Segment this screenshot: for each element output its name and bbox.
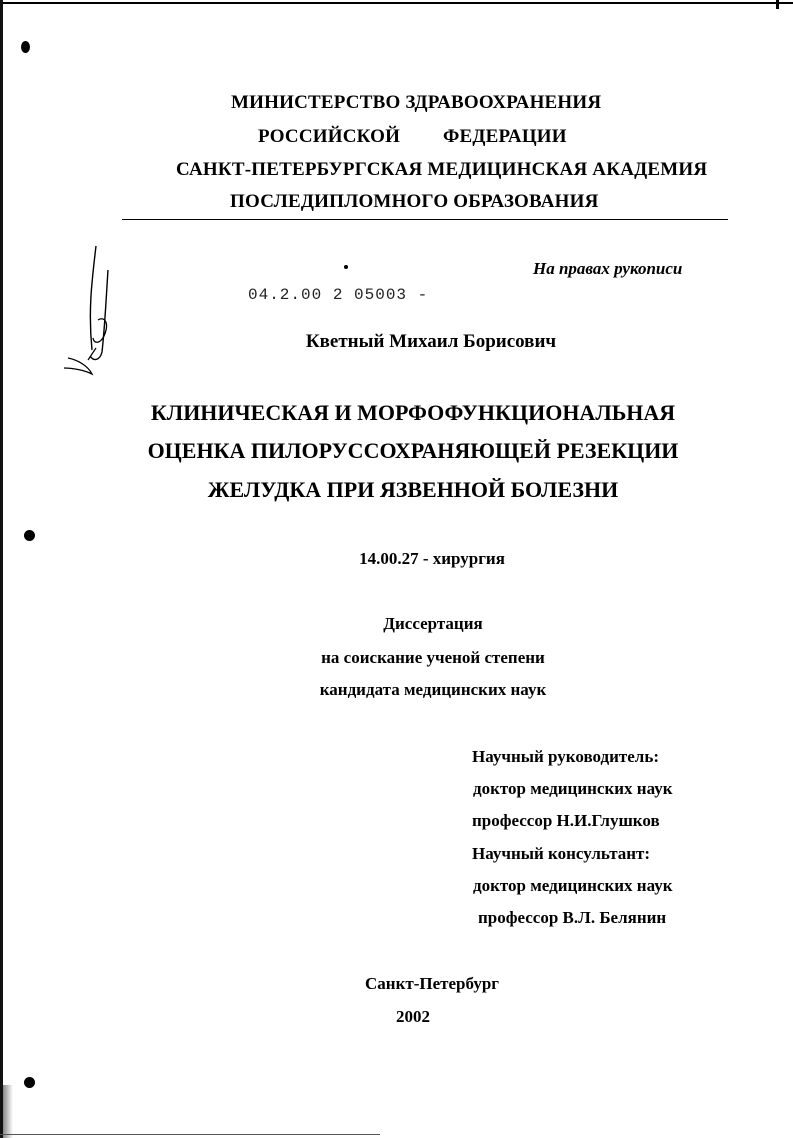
- scan-shadow: [3, 1085, 13, 1138]
- supervisor-line: доктор медицинских наук: [473, 779, 673, 798]
- supervisor-line: Научный консультант:: [472, 844, 651, 863]
- supervisor-line: доктор медицинских наук: [473, 876, 673, 895]
- corner-mark: [776, 0, 779, 9]
- header-federation: ФЕДЕРАЦИИ: [443, 126, 567, 147]
- header-russian: РОССИЙСКОЙ: [258, 126, 401, 147]
- degree-line: на соискание ученой степени: [321, 648, 545, 667]
- header-academy: САНКТ-ПЕТЕРБУРГСКАЯ МЕДИЦИНСКАЯ АКАДЕМИЯ: [176, 159, 708, 180]
- manuscript-note: На правах рукописи: [533, 259, 683, 278]
- thesis-title-line: ОЦЕНКА ПИЛОРУССОХРАНЯЮЩЕЙ РЕЗЕКЦИИ: [147, 438, 679, 463]
- top-edge-line: [0, 2, 793, 4]
- supervisor-line: профессор Н.И.Глушков: [472, 811, 660, 830]
- specialty: 14.00.27 - хирургия: [359, 549, 505, 568]
- bottom-edge-line: [0, 1134, 380, 1135]
- registration-stamp: 04.2.00 2 05003 -: [248, 286, 429, 304]
- author-name: Кветный Михаил Борисович: [305, 331, 557, 352]
- supervisor-line: профессор В.Л. Белянин: [478, 908, 667, 927]
- header-postgrad: ПОСЛЕДИПЛОМНОГО ОБРАЗОВАНИЯ: [230, 191, 599, 212]
- thesis-title-line: ЖЕЛУДКА ПРИ ЯЗВЕННОЙ БОЛЕЗНИ: [207, 477, 619, 502]
- year: 2002: [396, 1007, 430, 1026]
- supervisor-line: Научный руководитель:: [472, 747, 659, 766]
- punch-hole-bullet: [24, 530, 35, 541]
- degree-line: Диссертация: [383, 614, 483, 633]
- stamp-dot: [344, 265, 348, 269]
- city: Санкт-Петербург: [365, 974, 500, 993]
- header-ministry: МИНИСТЕРСТВО ЗДРАВООХРАНЕНИЯ: [231, 92, 602, 113]
- left-edge-line: [0, 0, 3, 1138]
- signature-mark: [58, 240, 128, 380]
- thesis-title-line: КЛИНИЧЕСКАЯ И МОРФОФУНКЦИОНАЛЬНАЯ: [150, 400, 676, 425]
- punch-hole-bullet: [21, 41, 30, 53]
- header-divider: [122, 219, 728, 220]
- punch-hole-bullet: [24, 1077, 35, 1088]
- degree-line: кандидата медицинских наук: [319, 680, 547, 699]
